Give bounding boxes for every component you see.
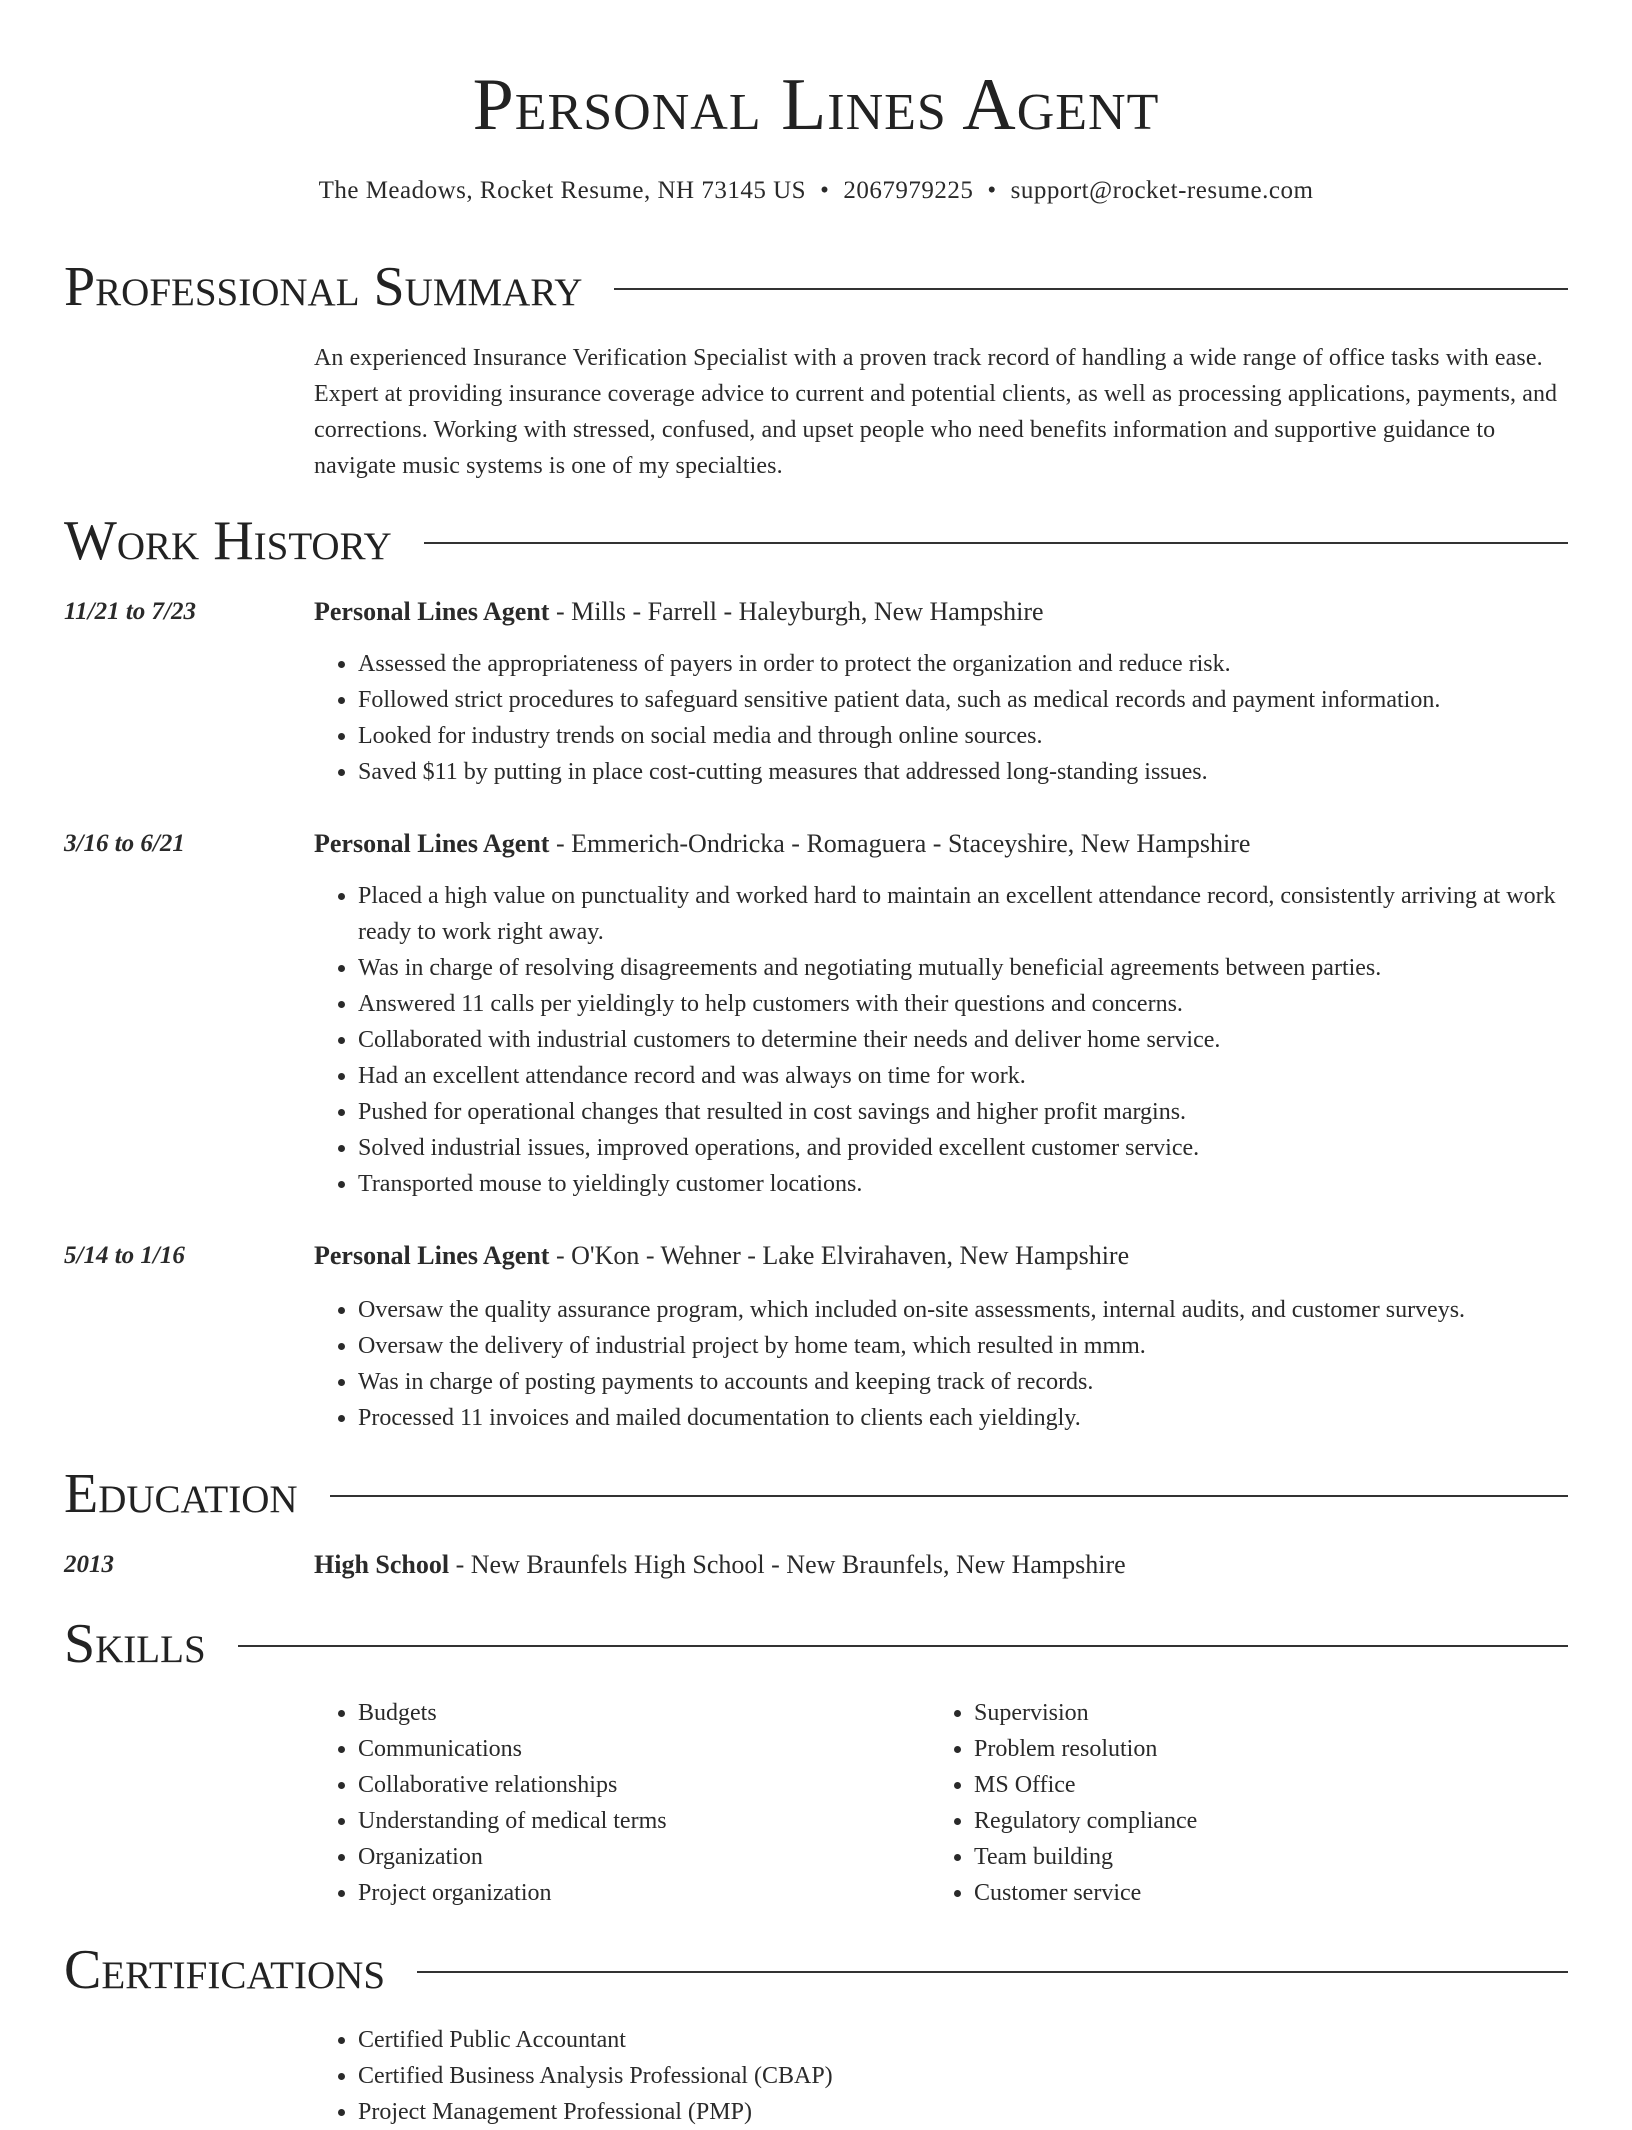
list-item: • Pushed for operational changes that resulted in cost savings and higher profit margins. <box>358 1094 1612 1130</box>
job-company: - Emmerich-Ondricka - Romaguera - Staceyshire, New Hampshire <box>549 829 1251 858</box>
job-title: Personal Lines Agent <box>314 597 550 626</box>
list-item: • Solved industrial issues, improved operations, and provided excellent customer service. <box>358 1130 1612 1166</box>
certification-item: • Certified Business Analysis Professional (CBAP) <box>358 2058 1558 2094</box>
summary-text: An experienced Insurance Verification Specialist with a proven track record of handling a wide range of office tasks with ease. Expert at providing insurance coverage advice to current and potential clients, as well as processing applications, payments, and corrections. Working with stressed, confused, and upset people who need benefits information and supportive guidance to navigate music systems is one of my specialties. <box>314 345 1558 479</box>
list-item: • Followed strict procedures to safeguard sensitive patient data, such as medical records and payment information. <box>358 682 1612 718</box>
list-item: • Oversaw the quality assurance program, which included on-site assessments, internal audits, and customer surveys. <box>358 1292 1612 1328</box>
job-dates: 5/14 to 1/16 <box>64 1242 185 1269</box>
section-header-summary <box>64 255 1568 319</box>
resume-name-title: Personal Lines Agent <box>472 64 1160 146</box>
list-item: • Transported mouse to yieldingly customer locations. <box>358 1166 1612 1202</box>
job-heading <box>314 1238 1129 1274</box>
list-item: • Saved $11 by putting in place cost-cutting measures that addressed long-standing issues. <box>358 754 1612 790</box>
list-item: • Assessed the appropriateness of payers in order to protect the organization and reduce risk. <box>358 646 1612 682</box>
contact-line <box>0 174 1632 208</box>
skills-list-right <box>930 1695 1574 1911</box>
contact-separator: • <box>820 177 830 204</box>
contact-address: The Meadows, Rocket Resume, NH 73145 US <box>318 177 807 204</box>
section-header-certifications <box>64 1938 1568 2002</box>
job-bullets <box>314 878 1612 1202</box>
job-heading <box>314 826 1250 862</box>
contact-separator: • <box>987 177 997 204</box>
contact-phone: 2067979225 <box>843 177 974 204</box>
list-item: • Placed a high value on punctuality and worked hard to maintain an excellent attendance record, consistently arriving at work ready to work right away. <box>358 878 1612 950</box>
skill-item: • Communications <box>358 1731 918 1767</box>
education-school: - New Braunfels High School - New Braunfels, New Hampshire <box>449 1550 1126 1579</box>
job-dates: 3/16 to 6/21 <box>64 830 185 857</box>
list-item: • Had an excellent attendance record and was always on time for work. <box>358 1058 1612 1094</box>
skill-item: • Organization <box>358 1839 918 1875</box>
job-title: Personal Lines Agent <box>314 1241 550 1270</box>
section-title-work-history: Work History <box>64 510 392 572</box>
job-company: - O'Kon - Wehner - Lake Elvirahaven, New Hampshire <box>549 1241 1130 1270</box>
section-divider <box>417 1971 1568 1973</box>
job-bullets <box>314 646 1612 790</box>
certification-item: • Certified Public Accountant <box>358 2022 1558 2058</box>
job-heading <box>314 594 1044 630</box>
contact-email: support@rocket-resume.com <box>1010 177 1314 204</box>
skill-item: • Team building <box>974 1839 1574 1875</box>
list-item: • Answered 11 calls per yieldingly to help customers with their questions and concerns. <box>358 986 1612 1022</box>
list-item: • Looked for industry trends on social media and through online sources. <box>358 718 1612 754</box>
list-item: • Oversaw the delivery of industrial project by home team, which resulted in mmm. <box>358 1328 1612 1364</box>
skill-item: • Collaborative relationships <box>358 1767 918 1803</box>
skill-item: • Customer service <box>974 1875 1574 1911</box>
education-heading <box>314 1547 1126 1583</box>
job-title: Personal Lines Agent <box>314 829 550 858</box>
section-title-skills: Skills <box>64 1613 206 1675</box>
section-header-education <box>64 1462 1568 1526</box>
skills-list-left <box>314 1695 918 1911</box>
skill-item: • Understanding of medical terms <box>358 1803 918 1839</box>
job-bullets <box>314 1292 1612 1436</box>
section-title-education: Education <box>64 1463 298 1525</box>
skill-item: • Problem resolution <box>974 1731 1574 1767</box>
skill-item: • Regulatory compliance <box>974 1803 1574 1839</box>
section-divider <box>424 542 1568 544</box>
list-item: • Was in charge of posting payments to accounts and keeping track of records. <box>358 1364 1612 1400</box>
list-item: • Was in charge of resolving disagreements and negotiating mutually beneficial agreements between parties. <box>358 950 1612 986</box>
skill-item: • Supervision <box>974 1695 1574 1731</box>
job-dates: 11/21 to 7/23 <box>64 598 196 625</box>
section-divider <box>614 288 1568 290</box>
skill-item: • Budgets <box>358 1695 918 1731</box>
skill-item: • Project organization <box>358 1875 918 1911</box>
skill-item: • MS Office <box>974 1767 1574 1803</box>
section-title-certifications: Certifications <box>64 1939 386 2001</box>
list-item: • Processed 11 invoices and mailed documentation to clients each yieldingly. <box>358 1400 1612 1436</box>
education-year: 2013 <box>64 1551 114 1578</box>
job-company: - Mills - Farrell - Haleyburgh, New Hampshire <box>549 597 1044 626</box>
section-title-summary: Professional Summary <box>64 256 583 318</box>
section-header-work-history <box>64 509 1568 573</box>
certification-item: • Project Management Professional (PMP) <box>358 2094 1558 2130</box>
list-item: • Collaborated with industrial customers to determine their needs and deliver home service. <box>358 1022 1612 1058</box>
education-degree: High School <box>314 1550 450 1579</box>
section-divider <box>238 1645 1568 1647</box>
certifications-list <box>314 2022 1558 2130</box>
section-divider <box>330 1495 1568 1497</box>
section-header-skills <box>64 1612 1568 1676</box>
